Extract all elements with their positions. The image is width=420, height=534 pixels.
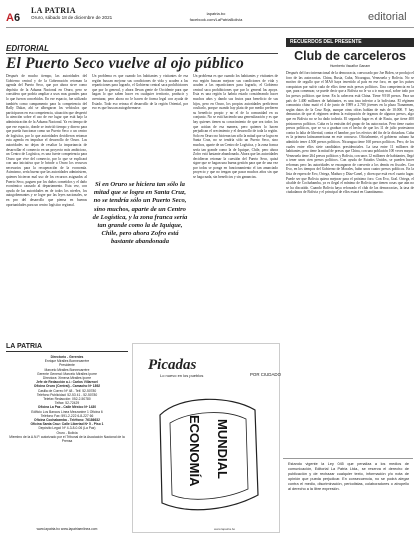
masthead-line: Presidente bbox=[59, 363, 75, 368]
editorial-col3-text: Un problema es que cuando los habitantes y visitantes de esa región buscan mejorar sus condiciones de vida y acuden a las reparticiones para lograrlo, el Gobierno central saca prohibiciones que por lo general las apoya. Esta es una región la habría estado considerando hacer muchos años y dando sus frutos para beneficio de sus hijos, pero en Oruro, los propios autoridades prefirieron ocultarlo, porque cuando hay plata de por medio prefieren su beneficio propio y no el de la comunidad en su conjunto. No se está haciendo una generalización y es que hay quienes tienen su conocimiento de que sea todos los que actúan de esa manera, pero quienes lo hacen perjudican el crecimiento y el desarrollo de toda la región. Solo en Oruro no hicieran tan sólo la mitad que se logra en Santa Cruz, no se tendría sólo un Puerto Seco, sino muchos, aparte de un Centro de Logística, y la zona franca sería tan grande como la de Iquique, Chile, pero ahora Zofro está bastante abandonada. Ahora que las autoridades decidieron retomar la cuestión del Puerto Seco, quizá signe que se hagan una buena gestión para que de una vez por todas se ponga en funcionamiento el tan anunciado proyecto y que no tengan que pasar muchos años sin que se haga nada, sin beneficios y sin ganancias. bbox=[193, 74, 278, 180]
editorial-col2-text: Un problema es que cuando los habitantes y visitantes de esa región buscan mejorar sus condiciones de vida y acuden a las reparticiones para lograrlo, el Gobierno central saca prohibiciones que por lo general, y ahora llevan gente de Occidente para que hagan lo que saben hacer en cualquier territorio, producir y aventurar, pero ahora no le hacen de forma legal con ayuda de Estado. Todo eso retrasa el desarrollo de la región Oriental, por eso es que buscan autogobernarse. bbox=[92, 74, 188, 111]
column-body bbox=[286, 71, 414, 454]
editorial-column-2 bbox=[92, 74, 188, 178]
ad-logo-subtitle: Lo nuevo en los pueblos bbox=[160, 373, 204, 378]
editorial-col1-text: Después de mucho tiempo, las autoridades del Gobierno central y de la Gobernación retoman la agenda del Puerto Seco, que por ahora sirve como depósito de la Aduana Nacional en Oruro, pero se considera que podría ampliar a usos mas grandes para lo que fueron concebidos. En ese espacio, fue utilizado también como campamento para la competencia del Rally Dakar, ahí se albergaron los vehículos que participaron en esa competencia, situación que despertó la atención sobre el uso de ese lugar que está bajo la administración de la Aduana Nacional. Ya en tiempo de que ese espacio, donde se invirtió tiempo y dinero para que pueda funcionar como un Puerto Seco o un centro de logística, por lo que autoridades decidieron retomar esta agenda en impulsar el desarrollo de Oruro. Las autoridades no dejan de resaltar la importancia de desarrollar el comercio en un proyecto más ambicioso, un Centro de Logística, es una fuerte competencia para Oruro que vive del comercio, por lo que se explicará con una iniciativa que le brinde a Oruro los recursos necesarios para la recuperación de la economía. Asimismo, sería bueno que las autoridades administren, quienes hicieron mal uso de los recursos asignados al Puerto Seco, paguen por los daños cometidos y el daño económico causado al departamento. Esta vez, con ayuda de las autoridades en de todos los niveles, los autogobernantes y se logre por las leyes nacionales, se en pro del desarrollo que piensa en buenas oportunidades para un centro logístico regional. bbox=[6, 74, 87, 207]
masthead-line: Marcelo Miralles Bonnecarrère bbox=[44, 367, 90, 372]
masthead-line: Oficina Cochabamba - Teléfono: 76186632 bbox=[34, 418, 100, 423]
masthead-line: Oruro - Bolivia bbox=[56, 430, 78, 435]
masthead-line: Miembro de la A.N.P. autorizado por el Tribunal de la Asociación Nacional de la Prensa bbox=[9, 434, 125, 444]
masthead-line: Teléfono Fax: 591-2-222 6-8-227 66 bbox=[40, 413, 94, 418]
masthead-line: Oficina Oruro (Central) - Camacho Nº 1892 bbox=[33, 384, 101, 389]
legal-notice-text: Estando vigente la Ley 045 que penaliza a los medios de comunicación, Editorial La Patria Ltda., se reserva el derecho de publicación y de rechazar cualquier texto, información y/o nota de opinión que pueda perjudicar. En consecuencia, no se podrá alegar contra el medio, discriminación, periodistas, colaboradores o atropello al derecho a la libre expresión. bbox=[288, 462, 409, 491]
masthead-divider bbox=[6, 351, 128, 352]
masthead-line: Oficina La Paz - Calle México Nº 1430 bbox=[37, 405, 97, 410]
masthead-line: Directorio - Gerentes bbox=[50, 355, 84, 359]
masthead-line: Oficina Santa Cruz: Calle Libertad Nº 5 - Piso 1 bbox=[30, 422, 104, 427]
masthead-title: LA PATRIA bbox=[6, 343, 43, 350]
ad-caption: POR CIUDADO bbox=[250, 372, 281, 377]
masthead-list bbox=[6, 355, 128, 443]
column-title: Club de carceleros bbox=[294, 49, 406, 63]
column-header-text: RECUERDOS DEL PRESENTE bbox=[290, 39, 362, 45]
ad-footer: www.lapatria.bo bbox=[214, 527, 236, 531]
column-author: Humberto Vacaflor Ganam bbox=[329, 64, 371, 68]
masthead-line: Jefe de Redacción a.i.: Carlos Villarroel bbox=[36, 380, 98, 385]
masthead-line: Edificio Los Bancos Línea Mezzanine 1 Oficina 6 bbox=[31, 409, 103, 414]
ad-logo: Picadas bbox=[148, 357, 197, 373]
masthead-line: Teléfono Publicidad: 52-53 41 - 52-50780 bbox=[36, 392, 98, 397]
section-name: editorial bbox=[368, 11, 407, 23]
brand-name: LA PATRIA bbox=[31, 6, 76, 15]
masthead-line: Gerente General: Marcelo Miralles Iporre bbox=[37, 371, 97, 376]
facebook-link[interactable]: facebook.com/LaPatriaBolivia bbox=[189, 17, 243, 22]
website-link[interactable]: lapatria.bo bbox=[206, 11, 226, 16]
editorial-label: EDITORIAL bbox=[6, 44, 49, 53]
masthead-line: Telfax: 52-72429 bbox=[54, 401, 80, 406]
editorial-column-3 bbox=[193, 74, 278, 340]
page-number bbox=[6, 12, 20, 24]
column-body-text: Después del foro internacional de la democracia, convocado por Joe Biden, se produjo el foro de las autocracias. China, Rusia, Cuba, Nicaragua, Venezuela y Bolivia. No se motivo de orgullo que el MAS haya invertido al país en ese foro, en que los países conquistan por sufrir cada de ellos tiene más presos políticos. Una competencia en la que, para comenzar, se puede decir que a Bolivia no le va a ir muy mal, sobre todo por los presos políticos que tiene. En la cabecera está China. Tiene 9.918 presos. Para un país de 1.400 millones de habitantes, es una tasa inferior a la boliviana. El régimen comunista chino mató el 4 de junio de 1989 a 2.700 jóvenes en la plaza Tiananmen, según datos de la Cruz Roja, aunque otras cifras hablan de más de 10.000. Y hay denuncias de que el régimen ordena la extirpación de órganos de algunos presos, algo que en Bolivia no se ha dado todavía. El segundo lugar es el de Rusia, que tiene 400 prisioneros políticos. Cuba es la emisión del grupo de las autocracias. Pero tiene cuatro presos políticos, que se va a graduar con el hecho de que los 11 de julio protestaron contra la falta de libertad, contra el hambre, por los efectos del fin de la dictadura. Cuba es la primera latinoamericana en este concurso. Oficialmente, el gobierno cubano ha admitido tener 4.500 presos políticos. Nicaragua tiene 160 presos políticos. Pero, de los cuales entre ellos siete candidatos presidenciales. La tasa entre 11 millones de habitantes, pero tiene la mitad de presos que China, con una población 100 veces mayor. Venezuela tiene 264 presos políticos y Bolivia, con unos 12 millones de habitantes, llegó a tener unos cien presos políticos. Con ayuda de Estados Unidos, se pueden hacer reformas pero las autoridades se encargaron de convertir a los demás en fiscales. Con Evo, en los tiempos del Gobierno de Morales, hubo unos cuatro presos políticos. En la lista de espera de Evo, Ortega, Maduro y Díaz-Canel, y dicen que está en el cuarto lugar. Puede ser que Bolivia quiera mejorar para el próximo foro. Con Evo, Gral. Ortega, el alcalde de Cochabamba, ya es ilegal el mínimo de Bolivia que tienen cosas que aún no se ha discutido. Cuando Bolivia haya reforzado el club de las democracias, la tasa de ciudadanos de Bolivia y el principal de ellos estará en Guantánamo. bbox=[286, 71, 414, 195]
ad-illustration bbox=[150, 385, 270, 525]
header-divider bbox=[6, 27, 414, 28]
masthead-line: Depósito Legal: Nº 4-3-8-0-06 (La Paz) bbox=[38, 426, 96, 431]
pull-quote: Si en Oruro se hiciera tan sólo la mitad que se logra en Santa Cruz, no se tendría sólo un Puerto Seco, sino muchos, aparte de un Centro de Logística, y la zona franca sería tan grande como la de Iquique, Chile, pero ahora Zofro está bastante abandonada bbox=[92, 181, 188, 246]
editorial-title: El Puerto Seco vuelve al ojo público bbox=[6, 55, 244, 72]
header-date: Oruro, sábado 18 de diciembre de 2021 bbox=[31, 15, 113, 20]
editorial-column-1 bbox=[6, 74, 87, 340]
masthead-line: Enrique Miralles Bonnecarrère bbox=[44, 359, 90, 364]
ad-vertical-text-2: MUNDIAL bbox=[215, 419, 230, 479]
masthead-line: Telefax Redacción: 052-2-50780 bbox=[43, 397, 91, 402]
ad-vertical-text-1: ECONOMÍA bbox=[187, 415, 202, 487]
masthead-line: Directora: Ximena Miralles Iporre bbox=[42, 376, 92, 381]
page-prefix: A bbox=[6, 12, 14, 24]
editorial-divider bbox=[6, 53, 278, 54]
masthead-line: Casilla de Correo Nº 48 - Telf. 52-50780 bbox=[37, 388, 97, 393]
page-number-value: 6 bbox=[13, 12, 21, 24]
masthead-footer: www.lapatria.bo www.lapatriaenlinea.com bbox=[36, 527, 98, 531]
